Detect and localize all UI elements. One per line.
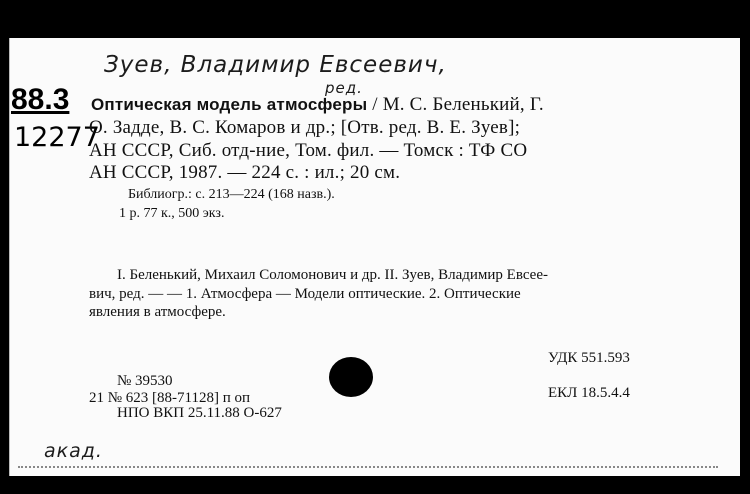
book-title: Оптическая модель атмосферы bbox=[91, 95, 368, 114]
bibliography-note: Библиогр.: с. 213—224 (168 назв.). bbox=[128, 187, 335, 202]
printer-line: НПО ВКП 25.11.88 О-627 bbox=[117, 405, 282, 421]
handwritten-author: Зуев, Владимир Евсеевич, bbox=[104, 52, 447, 78]
authors-start: / М. С. Беленький, Г. bbox=[367, 94, 544, 115]
shelfmark-class-number: 88.3 bbox=[11, 83, 70, 116]
description-line-2: О. Задде, В. С. Комаров и др.; [Отв. ред. В. Е. Зуев]; bbox=[89, 117, 521, 138]
tracing-line-2: вич, ред. — — 1. Атмосфера — Модели оптические. 2. Оптические bbox=[89, 286, 521, 302]
description-line-3: АН СССР, Сиб. отд-ние, Том. фил. — Томск : ТФ СО bbox=[89, 140, 528, 161]
card-number: № 39530 bbox=[117, 373, 173, 389]
description-line-4: АН СССР, 1987. — 224 с. : ил.; 20 см. bbox=[89, 162, 401, 183]
ink-blot bbox=[329, 357, 373, 397]
tracing-line-1: I. Беленький, Михаил Соломонович и др. II. Зуев, Владимир Евсее- bbox=[117, 267, 548, 283]
description-line-1 bbox=[91, 94, 544, 116]
order-line: 21 № 623 [88-71128] п оп bbox=[89, 390, 251, 406]
handwritten-role: ред. bbox=[325, 79, 363, 97]
ekl-code: ЕКЛ 18.5.4.4 bbox=[548, 385, 630, 401]
handwritten-bottom-note: акад. bbox=[44, 440, 103, 462]
shelfmark-inventory-number: 12277 bbox=[14, 122, 100, 153]
bottom-dotted-edge bbox=[18, 466, 718, 468]
udc-code: УДК 551.593 bbox=[548, 350, 630, 366]
tracing-line-3: явления в атмосфере. bbox=[89, 304, 226, 320]
price-print-run: 1 р. 77 к., 500 экз. bbox=[119, 206, 225, 221]
